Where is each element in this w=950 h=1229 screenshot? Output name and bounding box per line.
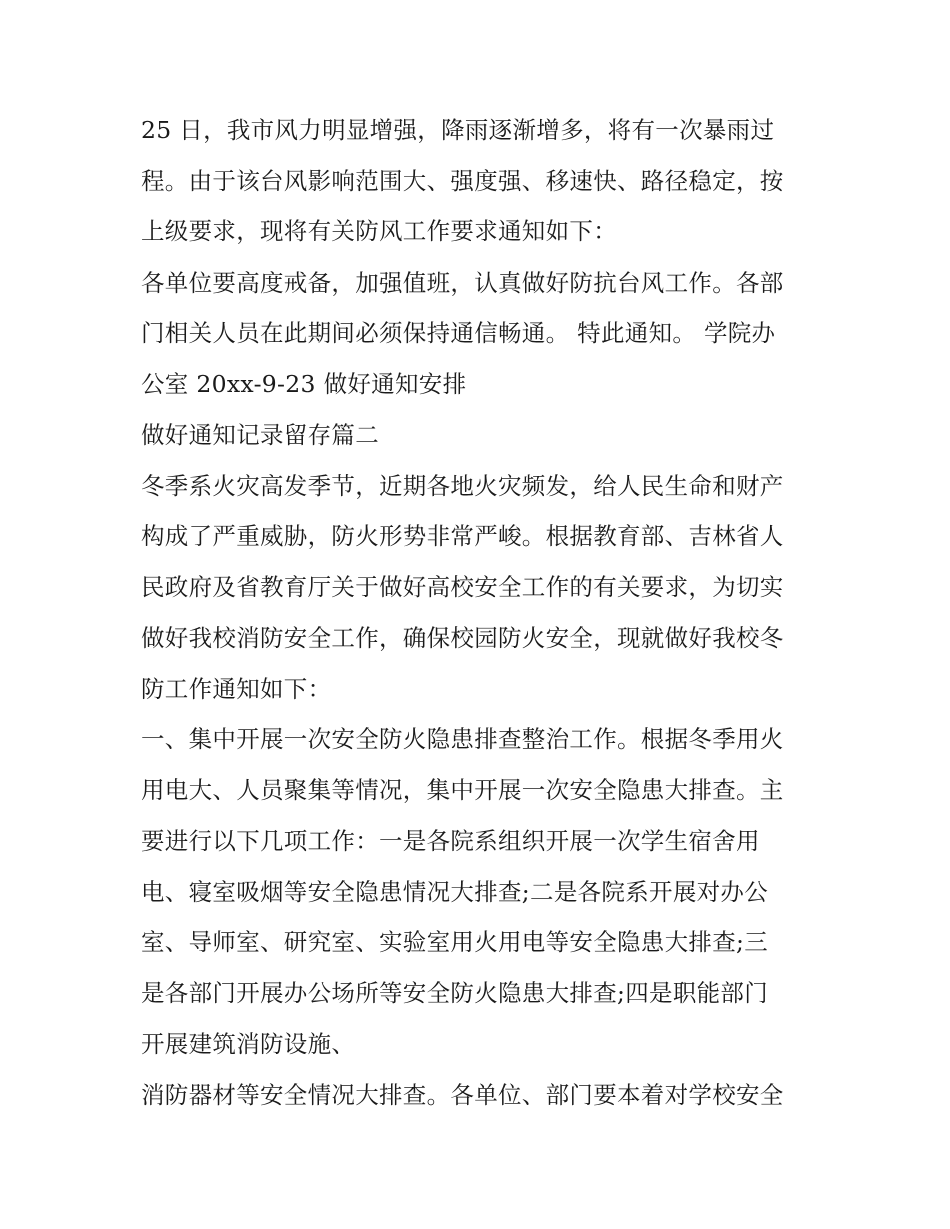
text-line: 一、集中开展一次安全防火隐患排查整治工作。根据冬季用火 (141, 725, 784, 753)
text-line: 民政府及省教育厅关于做好高校安全工作的有关要求，为切实 (141, 573, 784, 601)
text-line: 上级要求，现将有关防风工作要求通知如下： (141, 217, 617, 245)
section-heading: 做好通知记录留存篇二 (141, 421, 379, 449)
text-line: 冬季系火灾高发季节，近期各地火灾频发，给人民生命和财产 (141, 472, 784, 500)
text-line: 程。由于该台风影响范围大、强度强、移速快、路径稳定，按 (141, 167, 784, 195)
text-line: 公室 20xx-9-23 做好通知安排 (141, 370, 467, 398)
text-line: 电、寝室吸烟等安全隐患情况大排查;二是各院系开展对办公 (141, 878, 769, 906)
text-line: 防工作通知如下： (141, 675, 332, 703)
text-line: 用电大、人员聚集等情况，集中开展一次安全隐患大排查。主 (141, 776, 784, 804)
text-line: 门相关人员在此期间必须保持通信畅通。 特此通知。 学院办 (141, 319, 776, 347)
text-line: 消防器材等安全情况大排查。各单位、部门要本着对学校安全 (141, 1081, 784, 1109)
text-line: 是各部门开展办公场所等安全防火隐患大排查;四是职能部门 (141, 979, 769, 1007)
text-line: 做好我校消防安全工作，确保校园防火安全，现就做好我校冬 (141, 624, 784, 652)
text-line: 25 日，我市风力明显增强，降雨逐渐增多，将有一次暴雨过 (141, 116, 775, 144)
text-line: 各单位要高度戒备，加强值班，认真做好防抗台风工作。各部 (141, 269, 784, 297)
text-line: 开展建筑消防设施、 (141, 1030, 356, 1058)
text-line: 构成了严重威胁，防火形势非常严峻。根据教育部、吉林省人 (141, 522, 784, 550)
text-line: 要进行以下几项工作：一是各院系组织开展一次学生宿舍用 (141, 827, 760, 855)
text-line: 室、导师室、研究室、实验室用火用电等安全隐患大排查;三 (141, 928, 769, 956)
